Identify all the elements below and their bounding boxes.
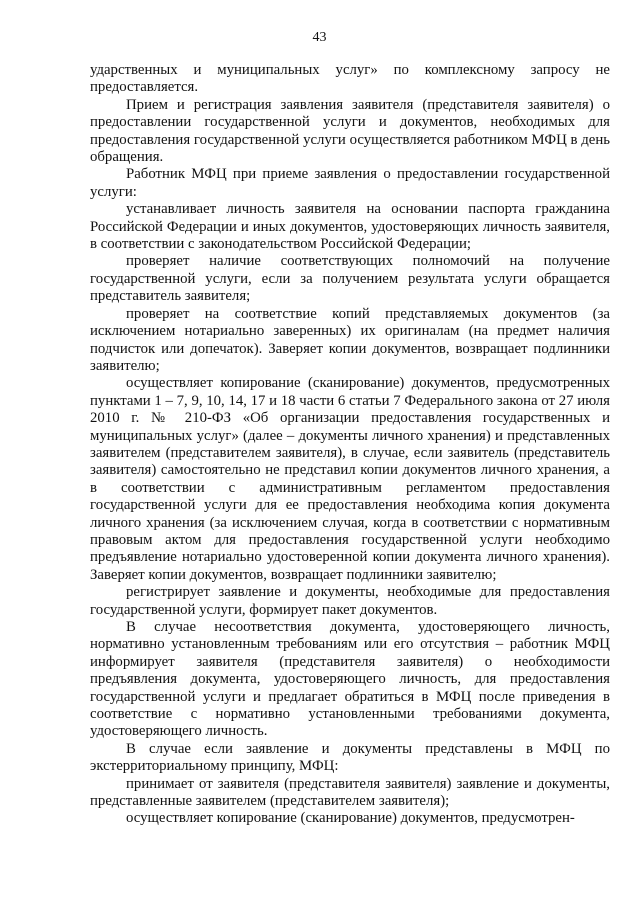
paragraph-accepts-application: принимает от заявителя (представителя заявителя) заявление и документы, представленные заявителем (представителем заявителя); <box>90 775 610 810</box>
paragraph-continued: ударственных и муниципальных услуг» по комплексному запросу не предоставляется. <box>90 62 610 96</box>
paragraph-authority-check: проверяет наличие соответствующих полномочий на получение государственной услуги, если за получением результата услуги обращается представитель заявителя; <box>90 253 610 305</box>
paragraph-identity-mismatch: В случае несоответствия документа, удостоверяющего личность, нормативно установленным требованиям или его отсутствия – работник МФЦ информирует заявителя (представителя заявителя) о необходимости предъявления документа, удостоверяющего личность, для предоставления государственной услуги и предлагает обратиться в МФЦ после приведения в соответствие с нормативно установленными требованиями документа, удостоверяющего личность. <box>90 619 610 740</box>
paragraph-copies-check: проверяет на соответствие копий представляемых документов (за исключением нотариально заверенных) их оригиналам (на предмет наличия подчисток или допечаток). Заверяет копии документов, возвращает подлинники заявителю; <box>90 305 610 374</box>
paragraph-mfc-worker-intro: Работник МФЦ при приеме заявления о предоставлении государственной услуги: <box>90 166 610 200</box>
paragraph-identity-check: устанавливает личность заявителя на основании паспорта гражданина Российской Федерации и иных документов, удостоверяющих личность заявителя, в соответствии с законодательством Российской Федерации; <box>90 201 610 253</box>
paragraph-reception-registration: Прием и регистрация заявления заявителя (представителя заявителя) о предоставлении государственной услуги и документов, необходимых для предоставления государственной услуги осуществляется работником МФЦ в день обращения. <box>90 96 610 166</box>
page-body-text <box>90 62 610 828</box>
paragraph-copying-continued: осуществляет копирование (сканирование) документов, предусмотрен- <box>126 810 575 827</box>
page-number: 43 <box>312 30 327 45</box>
paragraph-extraterritorial-intro: В случае если заявление и документы представлены в МФЦ по экстерриториальному принципу, МФЦ: <box>90 740 610 775</box>
paragraph-registration: регистрирует заявление и документы, необходимые для предоставления государственной услуги, формирует пакет документов. <box>90 584 610 618</box>
paragraph-copying-documents: осуществляет копирование (сканирование) документов, предусмотренных пунктами 1 – 7, 9, 10, 14, 17 и 18 части 6 статьи 7 Федерального закона от 27 июля 2010 г. № 210-ФЗ «Об организации предоставления государственных и муниципальных услуг» (далее – документы личного хранения) и представленных заявителем (представителем заявителя), в случае, если заявитель (представитель заявителя) самостоятельно не представил копии документов личного хранения, а в соответствии с административным регламентом предоставления государственной услуги для ее предоставления необходима копия документа личного хранения (за исключением случая, когда в соответствии с нормативным правовым актом для предоставления государственной услуги необходимо предъявление нотариально удостоверенной копии документа личного хранения). Заверяет копии документов, возвращает подлинники заявителю; <box>90 375 610 583</box>
